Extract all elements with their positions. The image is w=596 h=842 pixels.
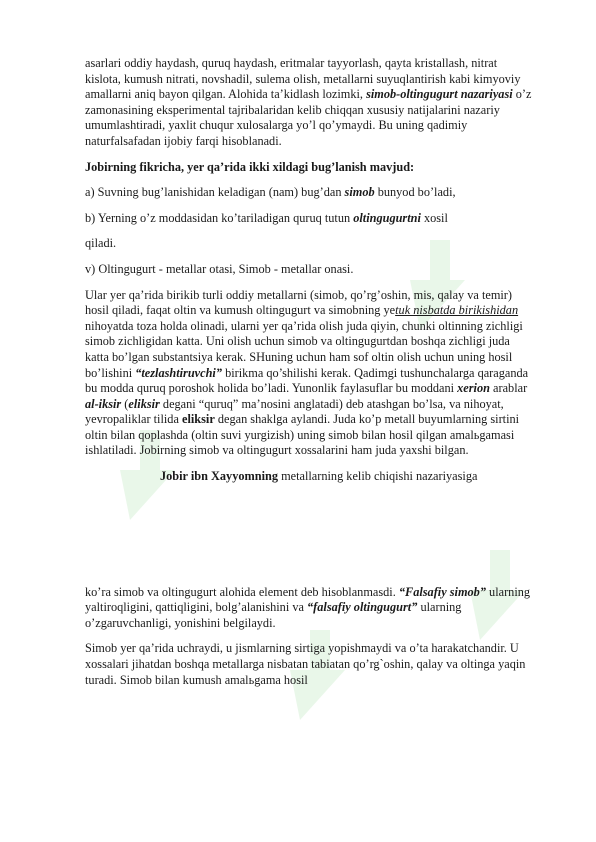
term-simob-oltingugurt: simob-oltingugurt nazariyasi (366, 87, 513, 102)
list-item-b-continuation: qiladi. (85, 236, 117, 251)
document-body (85, 56, 535, 688)
section-heading: Jobirning fikricha, yer qa’rida ikki xildagi bug’lanish mavjud: (85, 159, 415, 174)
paragraph-1: asarlari oddiy haydash, quruq haydash, eritmalar tayyorlash, qayta kristallash, nitrat kislota, kumush nitrati, novshadil, sulema olish, metallarni suyuqlantirish kabi kimyoviy amallarni aniq bayon qilgan. Alohida ta’kidlash lozimki, simob-oltingugurt nazariyasi o’z zamonasining eksperimental tajribalaridan kelib chiqqan xususiy natijalarini nazariy umumlashtiradi, yaxlit chuqur xulosalarga yo’l qo’ymaydi. Bu uning qadimiy naturfalsafadan ijobiy farqi hisoblanadi. (85, 56, 532, 148)
list-item-b: b) Yerning o’z moddasidan ko’tariladigan quruq tutun oltingugurtni xosil (85, 210, 448, 225)
list-item-a: a) Suvning bug’lanishidan keladigan (nam) bug’dan simob bunyod bo’ladi, (85, 185, 456, 200)
list-item-v: v) Oltingugurt - metallar otasi, Simob - metallar onasi. (85, 261, 354, 276)
paragraph-2: Ular yer qa’rida birikib turli oddiy metallarni (simob, qo’rg’oshin, mis, qalay va temir) hosil qiladi, faqat oltin va kumush oltingugurt va simobning yetuk nisbatda birikishidan nihoyatda toza holda olinadi, ularni yer qa’rida olish juda qiyin, chunki oltinning zichligi simob zichligidan katta. Uni olish uchun simob va oltingugurtdan boshqa zichligi juda katta bo’lgan substantsiya kerak. SHuning uchun ham sof oltin olish uchun uning hosil bo’lishini “tezlashtiruvchi” birikma qo’shilishi kerak. Qadimgi tushunchalarga qaraganda bu modda quruq poroshok holida bo’ladi. Yunonlik faylasuflar bu moddani xerion arablar al-iksir (eliksir degani “quruq” ma’nosini anglatadi) deb atashgan bo’lsa, va nihoyat, yevropaliklar tilida eliksir degan shaklga aylandi. Juda ko’p metall buyumlarning sirtini oltin bilan qoplashda (oltin suvi yurgizish) uning simob bilan hosil qilgan amalьgamasi ishlatiladi. Jobirning simob va oltingugurt xossalarini ham juda yaxshi bilgan. (85, 287, 529, 458)
paragraph-4: Simob yer qa’rida uchraydi, u jismlarning sirtiga yopishmaydi va o’ta harakatchandir. U xossalari jihatdan boshqa metallarga nisbatan tabiatan qo’rg`oshin, qalay va oltinga yaqin turadi. Simob bilan kumush amalьgama hosil (85, 641, 526, 687)
paragraph-3: ko’ra simob va oltingugurt alohida element deb hisoblanmasdi. “Falsafiy simob” ularning yaltiroqligini, qattiqligini, bolg’alanishini va “falsafiy oltingugurt” ularning o’zgaruvchanligi, yonishini belgilaydi. (85, 584, 531, 630)
jobir-line: Jobir ibn Xayyomning metallarning kelib chiqishi nazariyasiga (160, 469, 478, 484)
